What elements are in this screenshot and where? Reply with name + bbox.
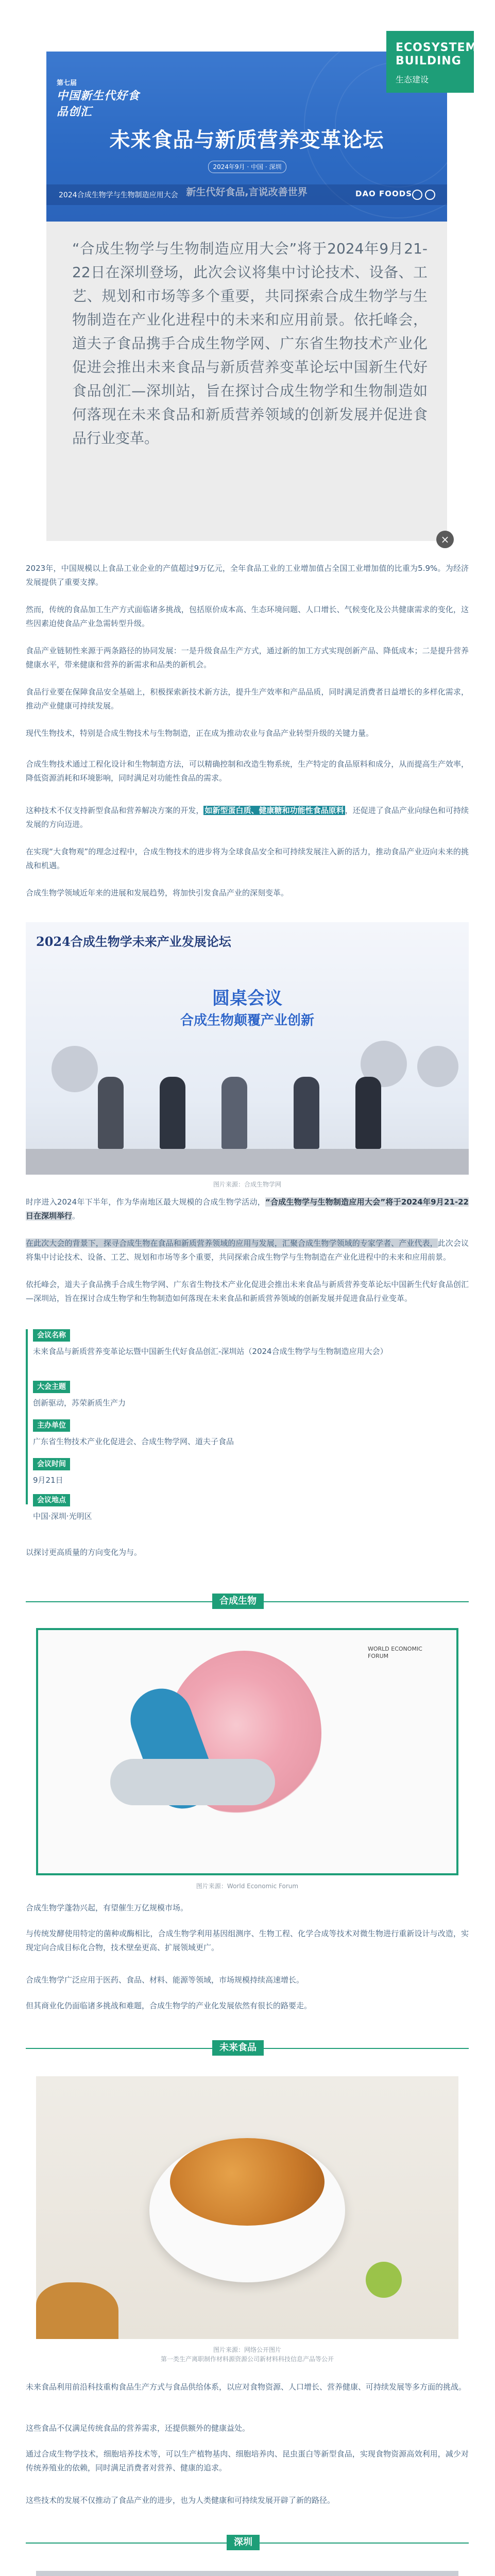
fried-chicken xyxy=(170,2138,325,2226)
event-logo xyxy=(57,77,144,118)
paragraph-selected xyxy=(26,1236,469,1264)
text-span: 。 xyxy=(72,1211,80,1221)
panel-title: 圆桌会议 xyxy=(212,988,282,1009)
paragraph: 2023年，中国规模以上食品工业企业的产值超过9万亿元，全年食品工业的工业增加值占全国工业增加值的比重为5.9%。为经济发展提供了重要支撑。 xyxy=(26,564,469,587)
paragraph: 食品行业要在保障食品安全基础上，积极探索新技术新方法，提升生产效率和产品品质，同时满足消费者日益增长的多样化需求，推动产业健康可持续发展。 xyxy=(26,687,469,710)
panelist-figure xyxy=(221,1077,247,1149)
paragraph: 依托峰会，道夫子食品携手合成生物学网、广东省生物技术产业化促进会推出未来食品与新质营养变革论坛中国新生代好食品创汇—深圳站，旨在探讨合成生物学和生物制造如何落现在未来食品和新质营养领域的创新发展并促进食品行业变革。 xyxy=(26,1280,469,1303)
banner-title: 2024合成生物学未来产业发展论坛 xyxy=(36,934,231,949)
time-label: 会议时间 xyxy=(33,1458,70,1470)
text-span: 这种技术不仅支持新型食品和营养解决方案的开发， xyxy=(26,806,204,815)
paragraph-highlight xyxy=(26,804,469,832)
theme-label: 大会主题 xyxy=(33,1381,70,1393)
paragraph: 合成生物学广泛应用于医药、食品、材料、能源等领域，市场规模持续高速增长。 xyxy=(26,1975,304,1985)
close-icon[interactable]: × xyxy=(436,531,454,548)
hero-bottom-bar xyxy=(46,184,447,205)
conference-name: 2024合成生物学与生物制造应用大会 xyxy=(59,191,178,199)
badge-line1: ECOSYSTEM xyxy=(396,41,477,54)
paragraph: 与传统发酵使用特定的菌种或酶相比，合成生物学利用基因组测序、生物工程、化学合成等技术对微生物进行重新设计与改造，实现定向合成目标化合物，技术壁垒更高、扩展领域更广。 xyxy=(26,1929,469,1952)
organizer-brand: DAO FOODS xyxy=(355,189,413,198)
badge-subtitle: 生态建设 xyxy=(396,75,429,84)
paragraph: 食品产业链韧性来源于两条路径的协同发展：一是升级食品生产方式，通过新的加工方式实现创新产品、降低成本；二是提升营养健康水平，带来健康和营养的新需求和品类的新机会。 xyxy=(26,646,469,669)
highlighted-text: “合成生物学与生物制造应用大会”将于2024年9月21-22日在深圳举行 xyxy=(26,1197,469,1221)
paragraph: 但其商业化仍面临诸多挑战和难题，合成生物学的产业化发展依然有很长的路要走。 xyxy=(26,2001,312,2010)
paragraph: 在实现“大食物观”的理念过程中，合成生物技术的进步将为全球食品安全和可持续发展注入新的活力，推动食品产业迈向未来的挑战和机遇。 xyxy=(26,847,469,870)
panelist-figure xyxy=(98,1077,124,1149)
badge-title xyxy=(396,41,477,68)
panelist-figure xyxy=(355,1077,381,1149)
roundtable-photo xyxy=(26,922,469,1175)
host-label: 主办单位 xyxy=(33,1419,70,1432)
event-logo-line1: 第七届 xyxy=(57,79,77,87)
host-value: 广东省生物技术产业化促进会、合成生物学网、道夫子食品 xyxy=(33,1437,234,1446)
event-logo-line2: 中国新生代好食品创汇 xyxy=(57,90,140,118)
paragraph: 这些食品不仅满足传统食品的营养需求，还提供额外的健康益处。 xyxy=(26,2424,250,2433)
biology-illustration xyxy=(36,1628,458,1875)
fried-pieces xyxy=(36,2282,118,2339)
paragraph-highlight xyxy=(26,1195,469,1223)
ecosystem-badge xyxy=(386,31,477,93)
intro-quote-box xyxy=(46,222,447,541)
paragraph: 通过合成生物学技术，细胞培养技术等，可以生产植物基肉、细胞培养肉、昆虫蛋白等新型食品，实现食物资源高效利用，减少对传统养殖业的依赖，同时满足消费者对营养、健康的追求。 xyxy=(26,2449,469,2472)
speaker-avatar xyxy=(52,1046,98,1092)
text-span: 此次会议将集中讨论技术、设备、工艺、规划和市场等多个重要，共同探索合成生物学与生物制造在产业化进程中的未来和应用前景。 xyxy=(26,1239,469,1262)
time-value: 9月21日 xyxy=(33,1476,63,1485)
section-header-future-food: 未来食品 xyxy=(212,2040,264,2056)
stage-background xyxy=(26,922,469,1175)
speaker-avatar xyxy=(417,1046,458,1087)
photo-caption: 图片来源：World Economic Forum xyxy=(196,1883,299,1890)
section-header-bio: 合成生物 xyxy=(212,1594,264,1609)
location-label: 会议地点 xyxy=(33,1494,70,1506)
meeting-name-value: 未来食品与新质营养变革论坛暨中国新生代好食品创汇-深圳站（2024合成生物学与生物制造应用大会） xyxy=(33,1347,388,1356)
cell-base xyxy=(110,1759,275,1805)
info-accent-bar xyxy=(26,1329,28,1504)
paragraph: 这些技术的发展不仅推动了食品产业的进步，也为人类健康和可持续发展开辟了新的路径。 xyxy=(26,2496,335,2505)
photo-caption: 图片来源：合成生物学网 xyxy=(213,1181,281,1188)
paragraph: 合成生物学蓬勃兴起，有望催生万亿规模市场。 xyxy=(26,1903,189,1912)
paragraph: 以探讨更高质量的方向变化为与。 xyxy=(26,1548,142,1557)
lime-slice xyxy=(366,2262,402,2298)
partner-logo-icon xyxy=(412,190,422,200)
brand-logo: WORLD ECONOMIC FORUM xyxy=(368,1646,422,1659)
paragraph: 未来食品利用前沿科技重构食品生产方式与食品供给体系，以应对食物资源、人口增长、营养健康、可持续发展等多方面的挑战。 xyxy=(26,2382,467,2392)
photo-caption: 图片来源：网络公开图片 xyxy=(213,2346,281,2353)
selected-text: 在此次大会的背景下，探寻合成生物在食品和新质营养领域的应用与发展，汇聚合成生物学领域的专家学者、产业代表， xyxy=(26,1239,438,1248)
panel-subtitle: 合成生物颠覆产业创新 xyxy=(180,1013,314,1028)
paragraph: 然而，传统的食品加工生产方式面临诸多挑战，包括原价成本高、生态环境问题、人口增长、气候变化及公共健康需求的变化，这些因素迫使食品产业急需转型升级。 xyxy=(26,605,469,628)
highlighted-text: 如新型蛋白质、健康糖和功能性食品原料 xyxy=(204,806,344,815)
paragraph: 合成生物技术通过工程化设计和生物制造方法，可以精确控制和改造生物系统，生产特定的食品原料和成分，从而提高生产效率，降低资源消耗和环境影响，同时满足对功能性食品的需求。 xyxy=(26,759,469,783)
location-value: 中国·深圳·光明区 xyxy=(33,1512,92,1521)
intro-quote-text: “合成生物学与生物制造应用大会”将于2024年9月21-22日在深圳登场，此次会议将集中讨论技术、设备、工艺、规划和市场等多个重要，共同探索合成生物学与生物制造在产业化进程中的未来和应用前景。依托峰会，道夫子食品携手合成生物学网、广东省生物技术产业化促进会推出未来食品与新质营养变革论坛中国新生代好食品创汇—深圳站，旨在探讨合成生物学和生物制造如何落现在未来食品和新质营养领域的创新发展并促进食品行业变革。 xyxy=(72,240,428,447)
forum-slogan: 新生代好食品,言说改善世界 xyxy=(186,187,308,198)
stage-floor xyxy=(26,1149,469,1175)
paragraph: 现代生物技术，特别是合成生物技术与生物制造，正在成为推动农业与食品产业转型升级的关键力量。 xyxy=(26,728,374,738)
badge-line2: BUILDING xyxy=(396,55,462,67)
photo-caption: 第一类生产离职制作材料源资源公司新材料科技信息产品等公开 xyxy=(160,2355,334,2363)
date-location-tag: 2024年9月 · 中国 · 深圳 xyxy=(208,161,286,173)
forum-title: 未来食品与新质营养变革论坛 xyxy=(109,128,384,152)
partner-logo-icon xyxy=(425,190,435,200)
text-span: ，还促进了食品产业向绿色和可持续发展的方向迈进。 xyxy=(26,806,469,829)
text-span: 时序进入2024年下半年，作为华南地区最大规模的合成生物学活动， xyxy=(26,1197,265,1207)
meeting-name-label: 会议名称 xyxy=(33,1329,70,1342)
shenzhen-skyline-photo xyxy=(36,2571,458,2576)
panelist-figure xyxy=(294,1077,319,1149)
theme-value: 创新驱动，苏荣新质生产力 xyxy=(33,1398,126,1408)
paragraph: 合成生物学领域近年来的进展和发展趋势，将加快引发食品产业的深刻变革。 xyxy=(26,888,289,897)
fried-food-photo xyxy=(36,2076,458,2339)
panelist-figure xyxy=(160,1077,185,1149)
section-header-shenzhen: 深圳 xyxy=(227,2535,260,2550)
